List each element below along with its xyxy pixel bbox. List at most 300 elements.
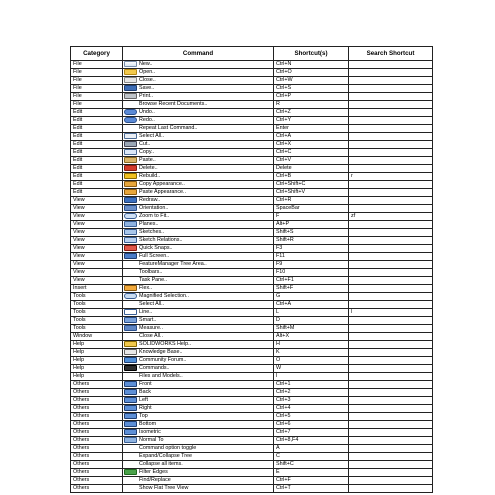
category-cell: Tools: [71, 309, 123, 317]
command-label: FeatureManager Tree Area..: [139, 261, 207, 267]
category-cell: Others: [71, 477, 123, 485]
command-cell: [123, 237, 274, 245]
command-label: Cut..: [139, 141, 151, 147]
search-shortcut-cell: [349, 405, 433, 413]
category-cell: File: [71, 85, 123, 93]
command-cell: [123, 485, 274, 493]
table-row: [71, 173, 433, 181]
search-shortcut-cell: [349, 373, 433, 381]
command-cell: [123, 381, 274, 389]
command-label: Copy Appearance..: [139, 181, 185, 187]
icon-placeholder: [124, 101, 137, 107]
command-cell: [123, 421, 274, 429]
search-shortcut-cell: [349, 381, 433, 389]
search-shortcut-cell: [349, 389, 433, 397]
command-cell: [123, 229, 274, 237]
category-cell: Insert: [71, 285, 123, 293]
command-label: Flex..: [139, 285, 153, 291]
command-cell: [123, 133, 274, 141]
shortcut-table: [70, 46, 433, 493]
table-row: [71, 269, 433, 277]
shortcut-cell: Ctrl+3: [274, 397, 349, 405]
command-label: Line..: [139, 309, 153, 315]
header-search-shortcut: Search Shortcut: [349, 47, 433, 61]
search-shortcut-cell: [349, 485, 433, 493]
category-cell: Others: [71, 421, 123, 429]
command-cell: [123, 325, 274, 333]
command-label: Normal To: [139, 437, 164, 443]
category-cell: File: [71, 61, 123, 69]
category-cell: Edit: [71, 189, 123, 197]
command-cell: [123, 405, 274, 413]
table-row: [71, 157, 433, 165]
zoom-to-fit-icon: [124, 213, 137, 219]
command-cell: [123, 109, 274, 117]
command-label: Close..: [139, 77, 156, 83]
icon-placeholder: [124, 277, 137, 283]
category-cell: Others: [71, 413, 123, 421]
cut-icon: [124, 141, 137, 147]
table-row: [71, 117, 433, 125]
icon-placeholder: [124, 445, 137, 451]
command-label: Sketches..: [139, 229, 165, 235]
command-label: Paste Appearance..: [139, 189, 187, 195]
search-shortcut-cell: [349, 293, 433, 301]
shortcut-cell: Shift+C: [274, 461, 349, 469]
shortcut-cell: F: [274, 213, 349, 221]
command-cell: [123, 469, 274, 477]
command-cell: [123, 445, 274, 453]
search-shortcut-cell: [349, 277, 433, 285]
search-shortcut-cell: [349, 93, 433, 101]
category-cell: Help: [71, 349, 123, 357]
category-cell: View: [71, 269, 123, 277]
shortcut-cell: Ctrl+N: [274, 61, 349, 69]
category-cell: Edit: [71, 117, 123, 125]
command-label: Community Forum..: [139, 357, 187, 363]
sketch-relations-icon: [124, 237, 137, 243]
command-cell: [123, 213, 274, 221]
solidworks-help-icon: [124, 341, 137, 347]
command-cell: [123, 461, 274, 469]
search-shortcut-cell: [349, 77, 433, 85]
shortcut-cell: Ctrl+Shift+V: [274, 189, 349, 197]
table-row: [71, 341, 433, 349]
search-shortcut-cell: [349, 157, 433, 165]
table-row: [71, 445, 433, 453]
command-cell: [123, 173, 274, 181]
category-cell: Others: [71, 389, 123, 397]
shortcut-cell: Ctrl+F1: [274, 277, 349, 285]
print-icon: [124, 93, 137, 99]
command-cell: [123, 69, 274, 77]
command-label: Zoom to Fit..: [139, 213, 170, 219]
command-cell: [123, 293, 274, 301]
shortcut-cell: Ctrl+X: [274, 141, 349, 149]
table-row: [71, 93, 433, 101]
search-shortcut-cell: l: [349, 309, 433, 317]
category-cell: Edit: [71, 133, 123, 141]
magnified-selection-icon: [124, 293, 137, 299]
shortcut-cell: Ctrl+A: [274, 133, 349, 141]
shortcut-cell: Ctrl+O: [274, 69, 349, 77]
header-row: [71, 47, 433, 61]
command-cell: [123, 373, 274, 381]
back-view-icon: [124, 389, 137, 395]
category-cell: View: [71, 261, 123, 269]
table-row: [71, 349, 433, 357]
shortcut-cell: Ctrl+S: [274, 85, 349, 93]
command-cell: [123, 85, 274, 93]
command-cell: [123, 101, 274, 109]
icon-placeholder: [124, 461, 137, 467]
paste-appearance-icon: [124, 189, 137, 195]
category-cell: Edit: [71, 125, 123, 133]
table-row: [71, 325, 433, 333]
table-row: [71, 277, 433, 285]
table-row: [71, 469, 433, 477]
bottom-view-icon: [124, 421, 137, 427]
category-cell: Window: [71, 333, 123, 341]
category-cell: File: [71, 101, 123, 109]
search-shortcut-cell: [349, 109, 433, 117]
shortcut-cell: Ctrl+W: [274, 77, 349, 85]
table-row: [71, 381, 433, 389]
command-label: Copy..: [139, 149, 155, 155]
category-cell: Edit: [71, 109, 123, 117]
knowledge-base-icon: [124, 349, 137, 355]
table-row: [71, 221, 433, 229]
table-row: [71, 485, 433, 493]
command-label: Orientation..: [139, 205, 169, 211]
command-cell: [123, 245, 274, 253]
command-cell: [123, 365, 274, 373]
command-label: Redraw..: [139, 197, 161, 203]
search-shortcut-cell: [349, 477, 433, 485]
command-cell: [123, 357, 274, 365]
command-label: Command option toggle: [139, 445, 197, 451]
command-label: Paste..: [139, 157, 156, 163]
command-label: Print..: [139, 93, 154, 99]
undo-icon: [124, 109, 137, 115]
table-row: [71, 421, 433, 429]
shortcut-cell: O: [274, 357, 349, 365]
shortcut-cell: Ctrl+T: [274, 485, 349, 493]
table-row: [71, 453, 433, 461]
category-cell: View: [71, 197, 123, 205]
table-row: [71, 461, 433, 469]
category-cell: Edit: [71, 149, 123, 157]
table-row: [71, 197, 433, 205]
category-cell: Help: [71, 365, 123, 373]
search-shortcut-cell: [349, 469, 433, 477]
search-shortcut-cell: [349, 349, 433, 357]
command-label: Sketch Relations..: [139, 237, 183, 243]
search-shortcut-cell: [349, 461, 433, 469]
command-label: Show Flat Tree View: [139, 485, 189, 491]
table-row: [71, 213, 433, 221]
shortcut-cell: Ctrl+6: [274, 421, 349, 429]
icon-placeholder: [124, 485, 137, 491]
table-row: [71, 205, 433, 213]
search-shortcut-cell: [349, 133, 433, 141]
command-cell: [123, 317, 274, 325]
shortcut-cell: Ctrl+A: [274, 301, 349, 309]
table-row: [71, 301, 433, 309]
search-shortcut-cell: [349, 421, 433, 429]
shortcut-cell: Ctrl+V: [274, 157, 349, 165]
shortcut-cell: Enter: [274, 125, 349, 133]
table-row: [71, 229, 433, 237]
category-cell: Edit: [71, 141, 123, 149]
shortcut-cell: I: [274, 373, 349, 381]
header-shortcuts: Shortcut(s): [274, 47, 349, 61]
command-label: Rebuild..: [139, 173, 161, 179]
shortcut-cell: Ctrl+R: [274, 197, 349, 205]
orientation-icon: [124, 205, 137, 211]
category-cell: View: [71, 253, 123, 261]
category-cell: Others: [71, 453, 123, 461]
search-shortcut-cell: [349, 269, 433, 277]
command-label: Browse Recent Documents..: [139, 101, 208, 107]
command-cell: [123, 157, 274, 165]
command-label: Right: [139, 405, 152, 411]
table-row: [71, 165, 433, 173]
search-shortcut-cell: [349, 365, 433, 373]
shortcut-cell: Ctrl+4: [274, 405, 349, 413]
search-shortcut-cell: [349, 357, 433, 365]
shortcut-cell: Ctrl+Shift+C: [274, 181, 349, 189]
search-shortcut-cell: [349, 229, 433, 237]
search-shortcut-cell: [349, 149, 433, 157]
command-label: SOLIDWORKS Help..: [139, 341, 192, 347]
sketches-icon: [124, 229, 137, 235]
command-cell: [123, 205, 274, 213]
command-label: Bottom: [139, 421, 157, 427]
search-shortcut-cell: [349, 285, 433, 293]
shortcut-cell: D: [274, 317, 349, 325]
search-shortcut-cell: [349, 237, 433, 245]
category-cell: Others: [71, 381, 123, 389]
command-label: New..: [139, 61, 153, 67]
shortcut-cell: Ctrl+7: [274, 429, 349, 437]
shortcut-cell: F3: [274, 245, 349, 253]
shortcut-cell: E: [274, 469, 349, 477]
category-cell: Tools: [71, 317, 123, 325]
icon-placeholder: [124, 453, 137, 459]
filter-edges-icon: [124, 469, 137, 475]
shortcut-cell: Ctrl+F: [274, 477, 349, 485]
search-shortcut-cell: [349, 341, 433, 349]
command-cell: [123, 149, 274, 157]
command-cell: [123, 389, 274, 397]
command-label: Delete..: [139, 165, 158, 171]
search-shortcut-cell: [349, 333, 433, 341]
shortcut-cell: L: [274, 309, 349, 317]
command-cell: [123, 437, 274, 445]
header-category: Category: [71, 47, 123, 61]
category-cell: Others: [71, 405, 123, 413]
table-row: [71, 373, 433, 381]
command-cell: [123, 77, 274, 85]
search-shortcut-cell: r: [349, 173, 433, 181]
category-cell: File: [71, 69, 123, 77]
save-icon: [124, 85, 137, 91]
command-label: Back: [139, 389, 151, 395]
table-row: [71, 293, 433, 301]
shortcut-cell: Ctrl+2: [274, 389, 349, 397]
shortcut-cell: Delete: [274, 165, 349, 173]
command-label: Repeat Last Command..: [139, 125, 198, 131]
table-row: [71, 85, 433, 93]
table-row: [71, 237, 433, 245]
category-cell: View: [71, 229, 123, 237]
shortcut-cell: F10: [274, 269, 349, 277]
search-shortcut-cell: [349, 317, 433, 325]
category-cell: View: [71, 245, 123, 253]
smart-dimension-icon: [124, 317, 137, 323]
command-cell: [123, 117, 274, 125]
command-label: Toolbars..: [139, 269, 163, 275]
community-forum-icon: [124, 357, 137, 363]
table-row: [71, 189, 433, 197]
close-icon: [124, 77, 137, 83]
category-cell: Others: [71, 469, 123, 477]
command-cell: [123, 93, 274, 101]
table-row: [71, 285, 433, 293]
search-shortcut-cell: [349, 453, 433, 461]
shortcut-cell: F11: [274, 253, 349, 261]
category-cell: Edit: [71, 157, 123, 165]
table-row: [71, 405, 433, 413]
category-cell: View: [71, 237, 123, 245]
command-cell: [123, 253, 274, 261]
table-row: [71, 413, 433, 421]
command-cell: [123, 141, 274, 149]
search-shortcut-cell: [349, 429, 433, 437]
shortcut-cell: Ctrl+P: [274, 93, 349, 101]
command-label: Find/Replace: [139, 477, 171, 483]
command-cell: [123, 349, 274, 357]
shortcut-cell: Ctrl+5: [274, 413, 349, 421]
table-row: [71, 309, 433, 317]
table-row: [71, 253, 433, 261]
command-cell: [123, 341, 274, 349]
command-label: Full Screen..: [139, 253, 170, 259]
search-shortcut-cell: [349, 253, 433, 261]
new-document-icon: [124, 61, 137, 67]
command-cell: [123, 397, 274, 405]
line-icon: [124, 309, 137, 315]
shortcut-cell: Ctrl+Z: [274, 109, 349, 117]
measure-icon: [124, 325, 137, 331]
quick-snaps-icon: [124, 245, 137, 251]
search-shortcut-cell: [349, 301, 433, 309]
table-row: [71, 149, 433, 157]
search-shortcut-cell: [349, 189, 433, 197]
command-label: Filter Edges: [139, 469, 168, 475]
table-row: [71, 101, 433, 109]
command-cell: [123, 453, 274, 461]
category-cell: File: [71, 77, 123, 85]
right-view-icon: [124, 405, 137, 411]
command-label: Commands..: [139, 365, 170, 371]
command-label: Open..: [139, 69, 156, 75]
command-label: Undo..: [139, 109, 155, 115]
command-label: Top: [139, 413, 148, 419]
command-cell: [123, 413, 274, 421]
search-shortcut-cell: [349, 221, 433, 229]
search-shortcut-cell: [349, 69, 433, 77]
table-row: [71, 133, 433, 141]
search-shortcut-cell: [349, 261, 433, 269]
command-label: Expand/Collapse Tree: [139, 453, 193, 459]
search-shortcut-cell: [349, 205, 433, 213]
shortcut-cell: Ctrl+B: [274, 173, 349, 181]
commands-icon: [124, 365, 137, 371]
shortcut-cell: Shift+M: [274, 325, 349, 333]
shortcut-cell: Shift+R: [274, 237, 349, 245]
planes-icon: [124, 221, 137, 227]
command-cell: [123, 285, 274, 293]
command-cell: [123, 181, 274, 189]
shortcut-cell: Ctrl+1: [274, 381, 349, 389]
shortcut-cell: A: [274, 445, 349, 453]
category-cell: File: [71, 93, 123, 101]
category-cell: Help: [71, 357, 123, 365]
search-shortcut-cell: [349, 245, 433, 253]
command-label: Smart..: [139, 317, 157, 323]
search-shortcut-cell: [349, 325, 433, 333]
search-shortcut-cell: [349, 181, 433, 189]
category-cell: Tools: [71, 293, 123, 301]
table-row: [71, 125, 433, 133]
select-all-icon: [124, 133, 137, 139]
top-view-icon: [124, 413, 137, 419]
table-row: [71, 317, 433, 325]
table-row: [71, 429, 433, 437]
shortcut-cell: C: [274, 453, 349, 461]
table-row: [71, 389, 433, 397]
icon-placeholder: [124, 125, 137, 131]
search-shortcut-cell: [349, 197, 433, 205]
command-label: Task Pane..: [139, 277, 168, 283]
category-cell: Others: [71, 461, 123, 469]
command-cell: [123, 301, 274, 309]
table-row: [71, 397, 433, 405]
command-cell: [123, 477, 274, 485]
category-cell: Edit: [71, 181, 123, 189]
shortcut-cell: Alt+X: [274, 333, 349, 341]
header-command: Command: [123, 47, 274, 61]
shortcut-table-sheet: [70, 46, 432, 493]
search-shortcut-cell: zf: [349, 213, 433, 221]
icon-placeholder: [124, 477, 137, 483]
category-cell: Edit: [71, 173, 123, 181]
shortcut-cell: SpaceBar: [274, 205, 349, 213]
search-shortcut-cell: [349, 141, 433, 149]
shortcut-cell: Alt+P: [274, 221, 349, 229]
table-row: [71, 365, 433, 373]
command-cell: [123, 189, 274, 197]
command-label: Select All..: [139, 301, 165, 307]
normal-to-icon: [124, 437, 137, 443]
rebuild-icon: [124, 173, 137, 179]
search-shortcut-cell: [349, 117, 433, 125]
copy-icon: [124, 149, 137, 155]
command-cell: [123, 197, 274, 205]
table-row: [71, 245, 433, 253]
